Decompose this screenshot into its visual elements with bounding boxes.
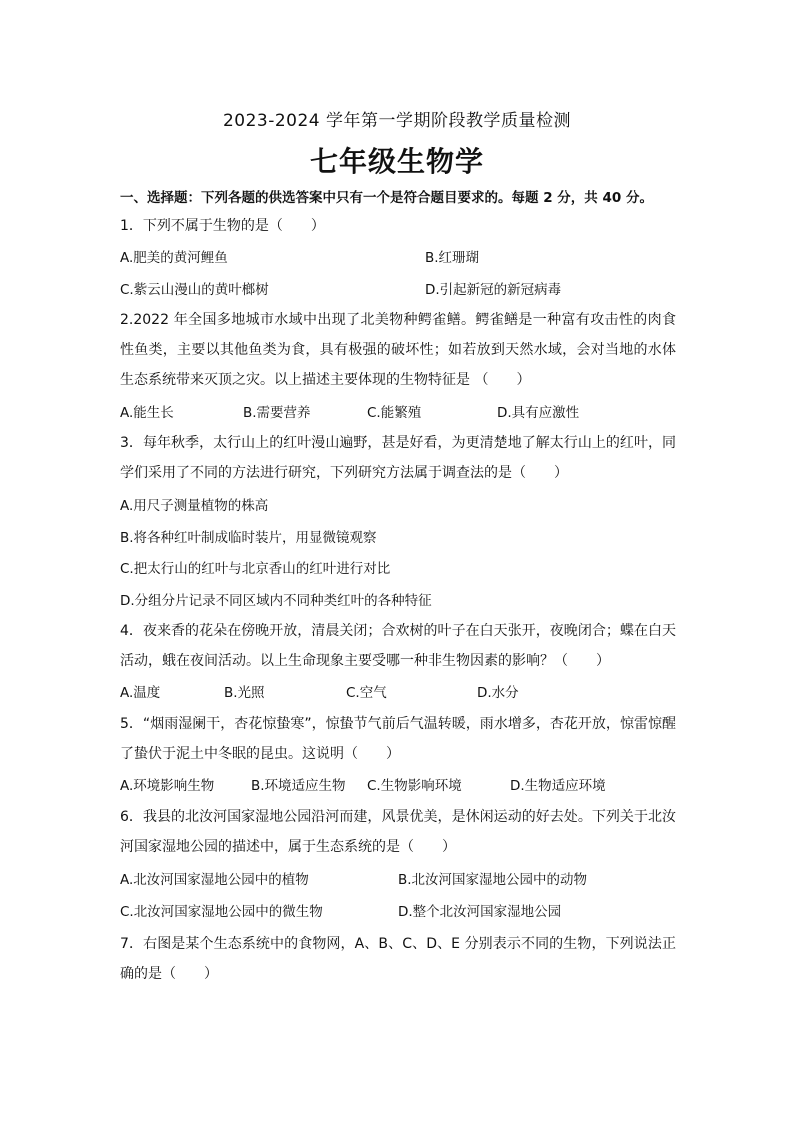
question-2-stem: 2.2022 年全国多地城市水域中出现了北美物种鳄雀鳝。鳄雀鳝是一种富有攻击性的肉食性鱼类，主要以其他鱼类为食，具有极强的破坏性；如若放到天然水域，会对当地的水体生态系统带来灭顶之灾。以上描述主要体现的生物特征是 （ ）: [120, 312, 676, 388]
question-6-option-c: C.北汝河国家湿地公园中的微生物: [120, 904, 323, 920]
question-1-option-a: A.肥美的黄河鲤鱼: [120, 250, 228, 266]
question-2-option-b: B.需要营养: [243, 405, 311, 421]
question-6-stem: 6．我县的北汝河国家湿地公园沿河而建，风景优美，是休闲运动的好去处。下列关于北汝河国家湿地公园的描述中，属于生态系统的是（ ）: [120, 809, 676, 855]
question-4-option-d: D.水分: [477, 685, 519, 701]
question-1-stem: 1．下列不属于生物的是（ ）: [120, 218, 325, 234]
section-heading: 一、选择题：下列各题的供选答案中只有一个是符合题目要求的。每题 2 分，共 40 分。: [120, 190, 653, 206]
question-5-option-a: A.环境影响生物: [120, 778, 215, 794]
question-5-stem: 5．“烟雨湿阑干，杏花惊蛰寒”，惊蛰节气前后气温转暖，雨水增多，杏花开放，惊雷惊醒了蛰伏于泥土中冬眠的昆虫。这说明（ ）: [120, 716, 676, 762]
question-2-option-d: D.具有应激性: [497, 405, 580, 421]
question-3-option-d: D.分组分片记录不同区域内不同种类红叶的各种特征: [120, 593, 432, 609]
question-3-option-a: A.用尺子测量植物的株高: [120, 498, 269, 514]
question-6-option-d: D.整个北汝河国家湿地公园: [398, 904, 562, 920]
question-7-stem: 7．右图是某个生态系统中的食物网，A、B、C、D、E 分别表示不同的生物，下列说法正确的是（ ）: [120, 936, 676, 982]
question-4-option-b: B.光照: [224, 685, 265, 701]
question-4-stem: 4．夜来香的花朵在傍晚开放，清晨关闭；合欢树的叶子在白天张开，夜晚闭合；蝶在白天活动，蛾在夜间活动。以上生命现象主要受哪一种非生物因素的影响？（ ）: [120, 623, 676, 669]
exam-title: 2023-2024 学年第一学期阶段教学质量检测: [222, 111, 572, 131]
question-3-stem: 3．每年秋季，太行山上的红叶漫山遍野，甚是好看，为更清楚地了解太行山上的红叶，同学们采用了不同的方法进行研究，下列研究方法属于调查法的是（ ）: [120, 435, 676, 481]
question-6-option-a: A.北汝河国家湿地公园中的植物: [120, 872, 309, 888]
question-4-option-c: C.空气: [346, 685, 387, 701]
question-6-option-b: B.北汝河国家湿地公园中的动物: [398, 872, 588, 888]
question-5-option-d: D.生物适应环境: [510, 778, 606, 794]
question-2-option-a: A.能生长: [120, 405, 174, 421]
question-1-option-d: D.引起新冠的新冠病毒: [425, 282, 562, 298]
question-3-option-b: B.将各种红叶制成临时装片，用显微镜观察: [120, 530, 377, 546]
question-1-option-c: C.紫云山漫山的黄叶榔树: [120, 282, 269, 298]
question-5-option-b: B.环境适应生物: [251, 778, 346, 794]
question-3-option-c: C.把太行山的红叶与北京香山的红叶进行对比: [120, 561, 391, 577]
question-5-option-c: C.生物影响环境: [367, 778, 462, 794]
subject-title: 七年级生物学: [309, 145, 484, 178]
question-1-option-b: B.红珊瑚: [425, 250, 480, 266]
question-2-option-c: C.能繁殖: [367, 405, 422, 421]
question-4-option-a: A.温度: [120, 685, 161, 701]
